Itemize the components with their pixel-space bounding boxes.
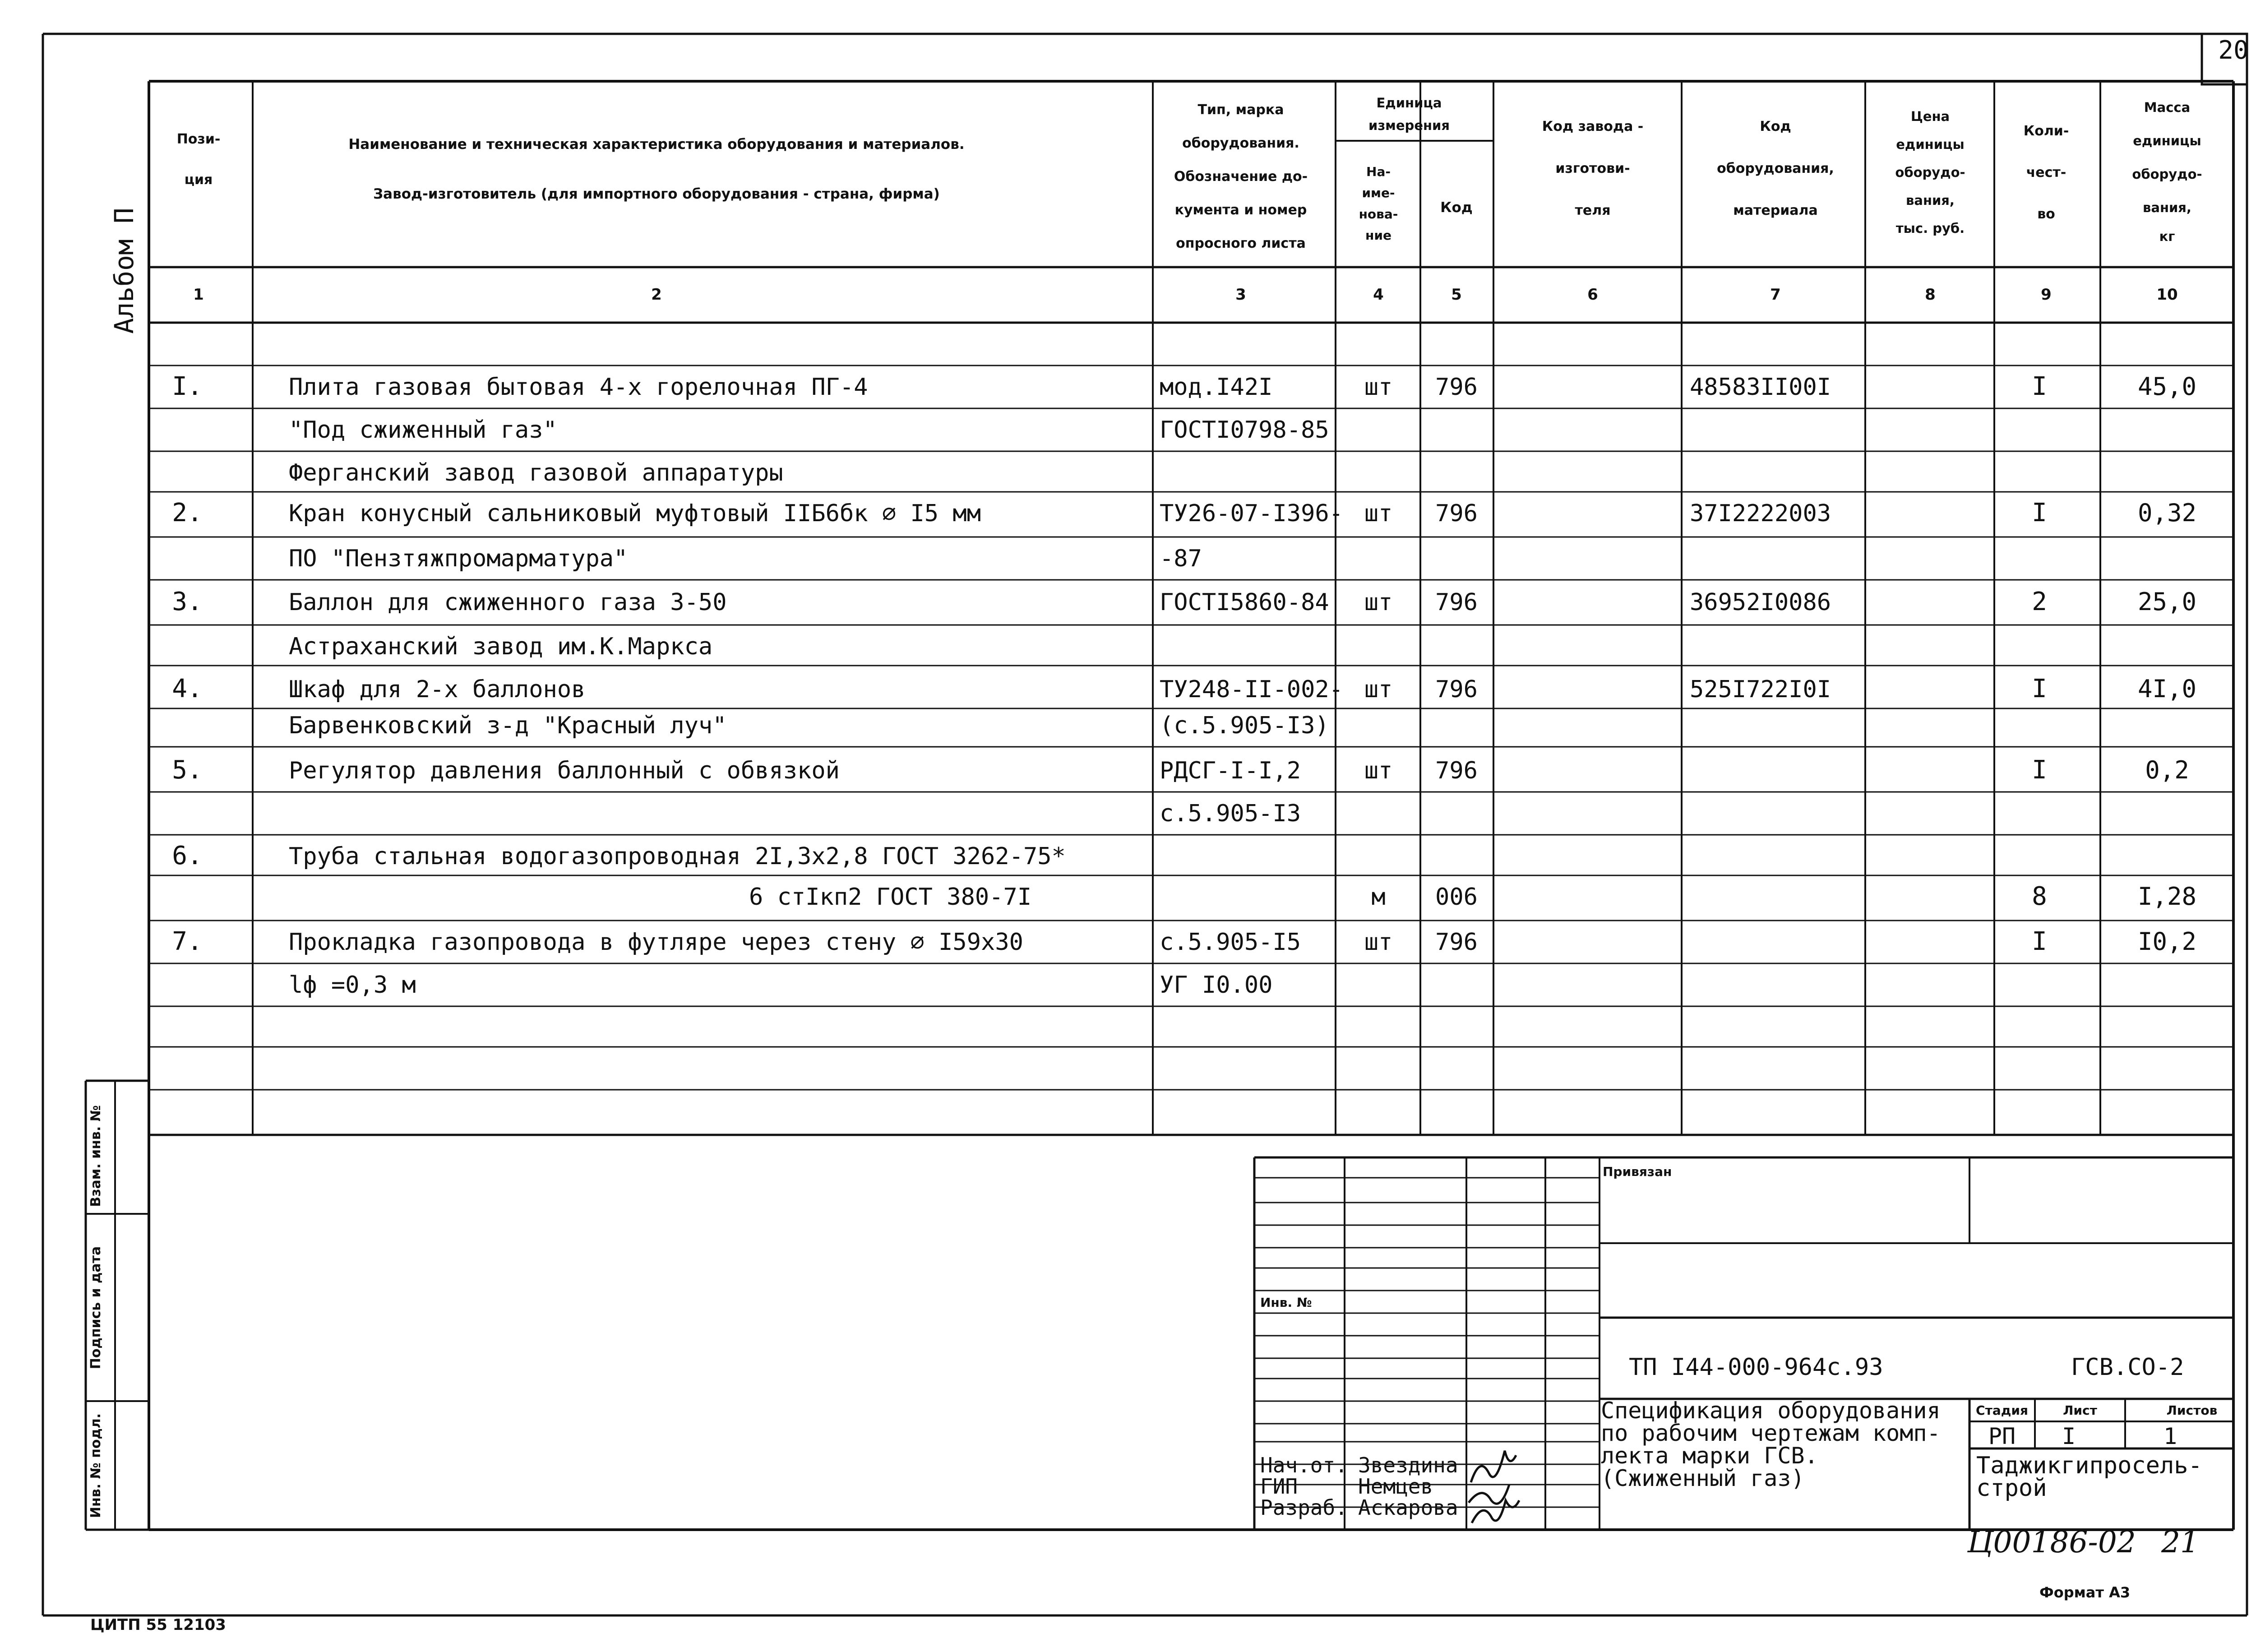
header-c2-l1: Завод-изготовитель (для импортного оборудования - страна, фирма) <box>373 186 940 202</box>
table-cell-qty: I <box>2032 927 2047 956</box>
side-stamp-podpis-data: Подпись и дата <box>88 1246 104 1370</box>
header-c7-l1: оборудования, <box>1717 161 1834 176</box>
table-cell-type: РДСГ-I-I,2 <box>1160 757 1301 784</box>
header-c3-l4: опросного листа <box>1176 236 1306 251</box>
table-cell-code: 525I722I0I <box>1690 676 1831 703</box>
sheet-number: 20 <box>2218 36 2249 65</box>
header-c9-l0: Коли- <box>2023 123 2069 139</box>
table-cell-unit: шт <box>1364 676 1393 703</box>
table-cell-name: Шкаф для 2-х баллонов <box>289 676 586 703</box>
sig-name-2: Немцев <box>1358 1474 1433 1499</box>
table-cell-type: (с.5.905-I3) <box>1160 712 1329 739</box>
sheets-label: Листов <box>2166 1403 2218 1418</box>
table-row <box>289 459 783 486</box>
header-c3-l1: оборудования. <box>1182 135 1299 151</box>
table-cell-name: Кран конусный сальниковый муфтовый IIБ6бк ∅ I5 мм <box>289 500 981 527</box>
table-cell-type: ГОСТI5860-84 <box>1160 589 1329 616</box>
header-c8-l1: единицы <box>1896 137 1965 152</box>
table-cell-ucode: 006 <box>1435 884 1478 911</box>
table-cell-type: мод.I42I <box>1160 374 1273 401</box>
table-cell-mass: 25,0 <box>2137 588 2197 616</box>
col-number-8: 8 <box>1925 286 1936 304</box>
header-c6-l1: изготови- <box>1555 161 1630 176</box>
side-stamp-inv-podl: Инв. № подл. <box>88 1413 104 1518</box>
table-cell-ucode: 796 <box>1435 757 1478 784</box>
table-cell-mass: 45,0 <box>2137 372 2197 401</box>
table-cell-name: Ферганский завод газовой аппаратуры <box>289 459 783 486</box>
table-cell-type: ТУ248-II-002- <box>1160 676 1343 703</box>
col-number-7: 7 <box>1770 286 1781 304</box>
header-c1-l0: Пози- <box>176 131 221 147</box>
header-c4-l2: нова- <box>1359 207 1398 222</box>
format-label: Формат А3 <box>2039 1584 2131 1601</box>
table-cell-code: 48583II00I <box>1690 374 1831 401</box>
header-c9-l2: во <box>2037 206 2055 222</box>
sheet-label: Лист <box>2063 1403 2097 1418</box>
table-cell-name: 6 стIкп2 ГОСТ 380-7I <box>749 884 1032 911</box>
table-cell-pos: 7. <box>172 927 203 956</box>
header-c7-l2: материала <box>1733 203 1818 218</box>
col-number-5: 5 <box>1451 286 1462 304</box>
table-cell-unit: шт <box>1364 589 1393 616</box>
table-row <box>172 841 1066 870</box>
table-cell-qty: 8 <box>2032 882 2047 911</box>
table-cell-name: Прокладка газопровода в футляре через стену ∅ I59x30 <box>289 929 1023 956</box>
table-cell-unit: шт <box>1364 757 1393 784</box>
sig-role-3: Разраб. <box>1260 1495 1348 1520</box>
table-cell-name: "Под сжиженный газ" <box>289 416 557 444</box>
table-row <box>1160 800 1301 827</box>
table-cell-mass: I,28 <box>2137 882 2197 911</box>
header-c7-l0: Код <box>1760 119 1791 134</box>
table-cell-mass: 0,32 <box>2137 499 2197 527</box>
archive-number: Ц00186-02 <box>1967 1525 2136 1559</box>
table-cell-qty: I <box>2032 498 2047 528</box>
table-row <box>289 633 712 660</box>
table-cell-unit: шт <box>1364 929 1393 956</box>
header-c9-l1: чест- <box>2026 165 2066 180</box>
table-cell-ucode: 796 <box>1435 676 1478 703</box>
header-c10-l1: единицы <box>2133 133 2201 148</box>
header-unit-group-l0: Единица <box>1376 95 1442 111</box>
col-number-3: 3 <box>1235 286 1246 304</box>
table-cell-type: ГОСТI0798-85 <box>1160 416 1329 444</box>
sig-role-1: Нач.от. <box>1260 1453 1348 1477</box>
stage-label: Стадия <box>1976 1403 2028 1418</box>
col-number-6: 6 <box>1587 286 1598 304</box>
sig-role-2: ГИП <box>1260 1474 1298 1499</box>
header-c10-l2: оборудо- <box>2132 167 2202 182</box>
col-number-1: 1 <box>193 286 204 304</box>
table-cell-unit: шт <box>1364 374 1393 401</box>
table-cell-name: ПО "Пензтяжпромарматура" <box>289 545 628 572</box>
col-number-2: 2 <box>651 286 662 304</box>
header-c8-l3: вания, <box>1906 193 1955 208</box>
album-label: Альбом П <box>109 208 139 334</box>
table-cell-code: 37I2222003 <box>1690 500 1831 527</box>
header-c3-l0: Тип, марка <box>1197 102 1284 118</box>
header-c8-l0: Цена <box>1910 109 1950 124</box>
table-cell-type: ТУ26-07-I396- <box>1160 500 1343 527</box>
table-cell-qty: I <box>2032 755 2047 785</box>
header-c4-l1: име- <box>1362 185 1395 200</box>
header-c1-l1: ция <box>184 172 213 188</box>
doc-mark: ГСВ.СО-2 <box>2071 1354 2184 1381</box>
table-cell-type: -87 <box>1160 545 1202 572</box>
org-line-2: строй <box>1976 1475 2047 1502</box>
header-c8-l2: оборудо- <box>1895 165 1965 180</box>
title-line-3: лекта марки ГСВ. <box>1601 1443 1818 1469</box>
header-c4-l3: ние <box>1365 228 1392 243</box>
table-cell-type: с.5.905-I5 <box>1160 929 1301 956</box>
col-number-4: 4 <box>1373 286 1384 304</box>
table-cell-code: 36952I0086 <box>1690 589 1831 616</box>
table-cell-pos: 4. <box>172 674 203 703</box>
header-unit-group-l1: измерения <box>1368 118 1450 133</box>
doc-number: ТП I44-000-964с.93 <box>1629 1354 1883 1381</box>
header-c5: Код <box>1440 199 1473 216</box>
table-cell-name: Плита газовая бытовая 4-х горелочная ПГ-4 <box>289 374 868 401</box>
title-line-1: Спецификация оборудования <box>1601 1397 1941 1424</box>
table-cell-qty: I <box>2032 674 2047 703</box>
table-cell-name: Баллон для сжиженного газа 3-50 <box>289 589 727 616</box>
table-cell-type: УГ I0.00 <box>1160 972 1273 999</box>
table-cell-pos: 3. <box>172 587 203 616</box>
table-cell-pos: 6. <box>172 841 203 870</box>
header-c3-l3: кумента и номер <box>1174 202 1307 218</box>
table-cell-mass: I0,2 <box>2137 927 2197 956</box>
col-number-9: 9 <box>2041 286 2052 304</box>
header-c10-l4: кг <box>2159 229 2175 244</box>
table-cell-mass: 0,2 <box>2145 756 2189 784</box>
table-cell-name: Астраханский завод им.К.Маркса <box>289 633 713 660</box>
table-cell-ucode: 796 <box>1435 589 1478 616</box>
header-c3-l2: Обозначение до- <box>1174 169 1308 185</box>
org-line-1: Таджикгипросель- <box>1976 1452 2202 1479</box>
table-cell-name: Регулятор давления баллонный с обвязкой <box>289 757 840 784</box>
table-cell-pos: I. <box>172 372 203 401</box>
table-cell-unit: шт <box>1364 500 1393 527</box>
table-cell-mass: 4I,0 <box>2137 675 2197 703</box>
table-cell-name: Труба стальная водогазопроводная 2I,3x2,8 ГОСТ 3262-75* <box>289 843 1066 870</box>
sheets-value: 1 <box>2163 1423 2177 1449</box>
sig-name-1: Звездина <box>1358 1453 1458 1477</box>
table-cell-name: Барвенковский з-д "Красный луч" <box>289 712 727 739</box>
header-c6-l0: Код завода - <box>1542 119 1644 134</box>
stage-value: РП <box>1988 1423 2016 1449</box>
table-cell-pos: 2. <box>172 498 203 528</box>
header-c10-l0: Масса <box>2144 100 2191 115</box>
table-cell-ucode: 796 <box>1435 374 1478 401</box>
header-c8-l4: тыс. руб. <box>1895 221 1965 236</box>
table-cell-type: с.5.905-I3 <box>1160 800 1301 827</box>
header-c2-l0: Наименование и техническая характеристика оборудования и материалов. <box>348 136 965 153</box>
table-cell-qty: I <box>2032 372 2047 401</box>
inv-no-label: Инв. № <box>1260 1295 1312 1310</box>
sig-name-3: Аскарова <box>1358 1495 1458 1520</box>
table-cell-ucode: 796 <box>1435 500 1478 527</box>
col-number-10: 10 <box>2156 286 2178 304</box>
sheet-value: I <box>2062 1423 2076 1449</box>
table-cell-ucode: 796 <box>1435 929 1478 956</box>
archive-sheet: 21 <box>2161 1525 2199 1559</box>
table-cell-pos: 5. <box>172 755 203 785</box>
side-stamp-vzam-inv: Взам. инв. № <box>88 1105 104 1207</box>
printer-mark: ЦИТП 55 12103 <box>90 1616 226 1634</box>
table-cell-name: lф =0,3 м <box>289 972 416 999</box>
privyazan-label: Привязан <box>1603 1164 1672 1179</box>
table-cell-unit: м <box>1371 884 1386 911</box>
header-c6-l2: теля <box>1575 203 1611 218</box>
table-cell-qty: 2 <box>2032 587 2047 616</box>
title-line-2: по рабочим чертежам комп- <box>1601 1420 1941 1446</box>
header-c10-l3: вания, <box>2143 200 2191 215</box>
header-c4-l0: На- <box>1366 164 1391 179</box>
title-line-4: (Сжиженный газ) <box>1601 1465 1805 1491</box>
